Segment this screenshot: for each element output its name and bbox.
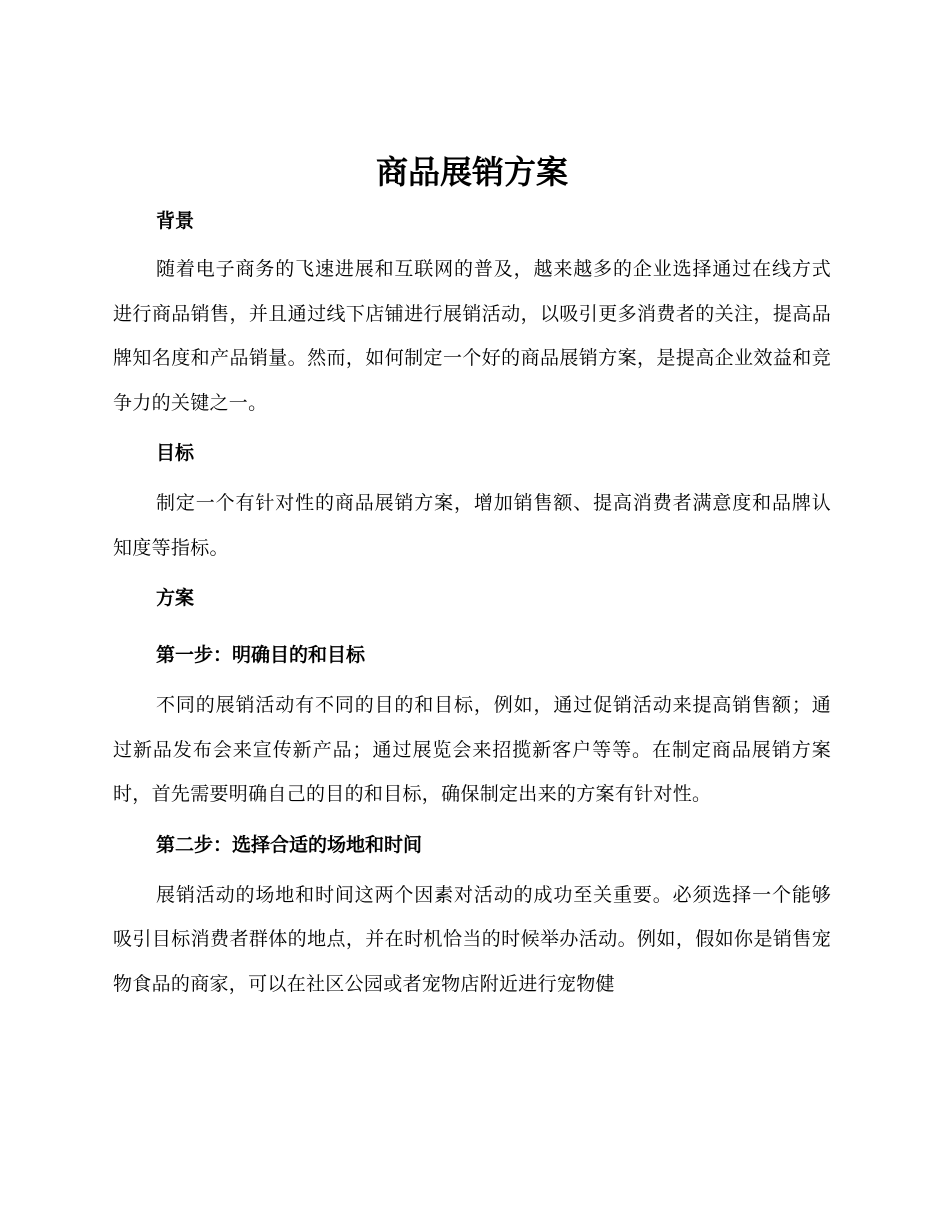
step-heading-2: 第二步：选择合适的场地和时间 bbox=[156, 833, 423, 856]
step-heading-1: 第一步：明确目的和目标 bbox=[156, 644, 366, 666]
paragraph-goal: 制定一个有针对性的商品展销方案，增加销售额、提高消费者满意度和品牌认知度等指标。 bbox=[113, 492, 831, 559]
section-heading-plan: 方案 bbox=[156, 587, 195, 609]
paragraph-step-1: 不同的展销活动有不同的目的和目标，例如，通过促销活动来提高销售额；通过新品发布会来宣传新产品；通过展览会来招揽新客户等等。在制定商品展销方案时，首先需要明确自己的目的和目标，确保制定出来的方案有针对性。 bbox=[113, 694, 831, 805]
section-heading-background: 背景 bbox=[156, 210, 195, 232]
section-heading-goal: 目标 bbox=[156, 442, 195, 464]
paragraph-step-2: 展销活动的场地和时间这两个因素对活动的成功至关重要。必须选择一个能够吸引目标消费者群体的地点，并在时机恰当的时候举办活动。例如，假如你是销售宠物食品的商家，可以在社区公园或者宠物店附近进行宠物健 bbox=[113, 883, 831, 995]
document-title: 商品展销方案 bbox=[375, 153, 568, 191]
document-body bbox=[113, 150, 831, 1006]
paragraph-background: 随着电子商务的飞速进展和互联网的普及，越来越多的企业选择通过在线方式进行商品销售，并且通过线下店铺进行展销活动，以吸引更多消费者的关注，提高品牌知名度和产品销量。然而，如何制定一个好的商品展销方案，是提高企业效益和竞争力的关键之一。 bbox=[113, 258, 831, 414]
